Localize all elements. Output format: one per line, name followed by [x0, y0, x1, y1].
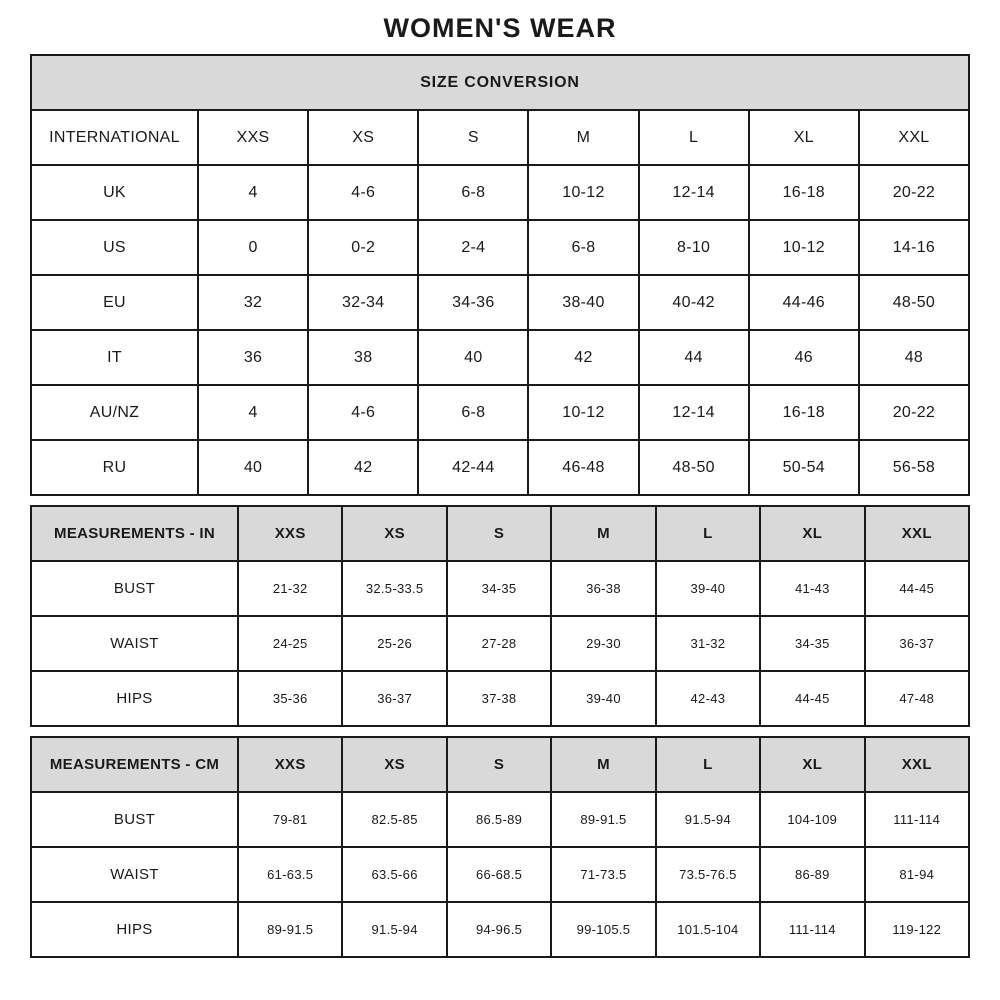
- value-cell: 32: [198, 275, 308, 330]
- measurements-in-table: [30, 505, 970, 727]
- value-cell: 86.5-89: [447, 792, 551, 847]
- column-header: M: [551, 737, 655, 792]
- value-cell: 31-32: [656, 616, 760, 671]
- column-header-row: [31, 110, 969, 165]
- size-conversion-table: [30, 54, 970, 496]
- value-cell: 44-46: [749, 275, 859, 330]
- value-cell: 16-18: [749, 385, 859, 440]
- value-cell: 32-34: [308, 275, 418, 330]
- table-row: [31, 671, 969, 726]
- measurements-in-body: [31, 506, 969, 726]
- row-label: RU: [31, 440, 198, 495]
- value-cell: 42: [528, 330, 638, 385]
- table-row: [31, 220, 969, 275]
- column-header: L: [639, 110, 749, 165]
- value-cell: 4: [198, 385, 308, 440]
- value-cell: 12-14: [639, 165, 749, 220]
- value-cell: 44: [639, 330, 749, 385]
- value-cell: 8-10: [639, 220, 749, 275]
- table-banner-row: [31, 55, 969, 110]
- column-header: XXL: [859, 110, 969, 165]
- value-cell: 40: [418, 330, 528, 385]
- value-cell: 40-42: [639, 275, 749, 330]
- value-cell: 46: [749, 330, 859, 385]
- measurements-cm-body: [31, 737, 969, 957]
- value-cell: 101.5-104: [656, 902, 760, 957]
- value-cell: 10-12: [528, 385, 638, 440]
- value-cell: 4: [198, 165, 308, 220]
- value-cell: 111-114: [760, 902, 864, 957]
- value-cell: 6-8: [528, 220, 638, 275]
- value-cell: 48-50: [639, 440, 749, 495]
- value-cell: 39-40: [656, 561, 760, 616]
- value-cell: 44-45: [865, 561, 969, 616]
- value-cell: 91.5-94: [656, 792, 760, 847]
- value-cell: 48-50: [859, 275, 969, 330]
- column-header: XXS: [238, 737, 342, 792]
- value-cell: 48: [859, 330, 969, 385]
- column-header: M: [528, 110, 638, 165]
- value-cell: 56-58: [859, 440, 969, 495]
- value-cell: 82.5-85: [342, 792, 446, 847]
- column-header: S: [418, 110, 528, 165]
- value-cell: 36-38: [551, 561, 655, 616]
- row-label: EU: [31, 275, 198, 330]
- value-cell: 42: [308, 440, 418, 495]
- row-label: HIPS: [31, 902, 238, 957]
- value-cell: 63.5-66: [342, 847, 446, 902]
- value-cell: 104-109: [760, 792, 864, 847]
- table-row: [31, 792, 969, 847]
- value-cell: 14-16: [859, 220, 969, 275]
- column-header: XXS: [198, 110, 308, 165]
- table-row: [31, 385, 969, 440]
- corner-label: INTERNATIONAL: [31, 110, 198, 165]
- column-header: XS: [342, 737, 446, 792]
- corner-label: MEASUREMENTS - IN: [31, 506, 238, 561]
- table-row: [31, 275, 969, 330]
- column-header: L: [656, 506, 760, 561]
- value-cell: 99-105.5: [551, 902, 655, 957]
- table-row: [31, 847, 969, 902]
- value-cell: 40: [198, 440, 308, 495]
- value-cell: 27-28: [447, 616, 551, 671]
- value-cell: 94-96.5: [447, 902, 551, 957]
- row-label: BUST: [31, 792, 238, 847]
- value-cell: 36-37: [865, 616, 969, 671]
- value-cell: 46-48: [528, 440, 638, 495]
- value-cell: 20-22: [859, 385, 969, 440]
- value-cell: 4-6: [308, 385, 418, 440]
- value-cell: 79-81: [238, 792, 342, 847]
- value-cell: 34-36: [418, 275, 528, 330]
- value-cell: 6-8: [418, 385, 528, 440]
- column-header: XXL: [865, 737, 969, 792]
- table-row: [31, 165, 969, 220]
- column-header: XXS: [238, 506, 342, 561]
- corner-label: MEASUREMENTS - CM: [31, 737, 238, 792]
- value-cell: 38-40: [528, 275, 638, 330]
- row-label: HIPS: [31, 671, 238, 726]
- value-cell: 21-32: [238, 561, 342, 616]
- value-cell: 29-30: [551, 616, 655, 671]
- page-title: WOMEN'S WEAR: [383, 13, 617, 43]
- value-cell: 36: [198, 330, 308, 385]
- value-cell: 39-40: [551, 671, 655, 726]
- value-cell: 0-2: [308, 220, 418, 275]
- value-cell: 10-12: [528, 165, 638, 220]
- value-cell: 38: [308, 330, 418, 385]
- table-row: [31, 902, 969, 957]
- row-label: UK: [31, 165, 198, 220]
- value-cell: 10-12: [749, 220, 859, 275]
- value-cell: 2-4: [418, 220, 528, 275]
- row-label: WAIST: [31, 616, 238, 671]
- value-cell: 73.5-76.5: [656, 847, 760, 902]
- value-cell: 42-43: [656, 671, 760, 726]
- value-cell: 34-35: [447, 561, 551, 616]
- value-cell: 4-6: [308, 165, 418, 220]
- value-cell: 66-68.5: [447, 847, 551, 902]
- row-label: AU/NZ: [31, 385, 198, 440]
- value-cell: 111-114: [865, 792, 969, 847]
- row-label: BUST: [31, 561, 238, 616]
- value-cell: 20-22: [859, 165, 969, 220]
- table-banner: SIZE CONVERSION: [31, 55, 969, 110]
- table-row: [31, 330, 969, 385]
- value-cell: 71-73.5: [551, 847, 655, 902]
- value-cell: 32.5-33.5: [342, 561, 446, 616]
- column-header: M: [551, 506, 655, 561]
- value-cell: 16-18: [749, 165, 859, 220]
- value-cell: 24-25: [238, 616, 342, 671]
- row-label: WAIST: [31, 847, 238, 902]
- column-header-row: [31, 737, 969, 792]
- column-header: XL: [760, 737, 864, 792]
- value-cell: 34-35: [760, 616, 864, 671]
- column-header: S: [447, 506, 551, 561]
- value-cell: 36-37: [342, 671, 446, 726]
- value-cell: 89-91.5: [551, 792, 655, 847]
- value-cell: 91.5-94: [342, 902, 446, 957]
- value-cell: 6-8: [418, 165, 528, 220]
- column-header: S: [447, 737, 551, 792]
- column-header: XS: [308, 110, 418, 165]
- value-cell: 61-63.5: [238, 847, 342, 902]
- value-cell: 44-45: [760, 671, 864, 726]
- row-label: IT: [31, 330, 198, 385]
- value-cell: 41-43: [760, 561, 864, 616]
- value-cell: 119-122: [865, 902, 969, 957]
- size-conversion-body: [31, 55, 969, 495]
- value-cell: 47-48: [865, 671, 969, 726]
- value-cell: 37-38: [447, 671, 551, 726]
- value-cell: 86-89: [760, 847, 864, 902]
- value-cell: 25-26: [342, 616, 446, 671]
- column-header: XL: [760, 506, 864, 561]
- value-cell: 35-36: [238, 671, 342, 726]
- column-header-row: [31, 506, 969, 561]
- value-cell: 12-14: [639, 385, 749, 440]
- column-header: XL: [749, 110, 859, 165]
- measurements-cm-table: [30, 736, 970, 958]
- value-cell: 0: [198, 220, 308, 275]
- value-cell: 42-44: [418, 440, 528, 495]
- row-label: US: [31, 220, 198, 275]
- table-row: [31, 616, 969, 671]
- table-row: [31, 440, 969, 495]
- value-cell: 81-94: [865, 847, 969, 902]
- column-header: XXL: [865, 506, 969, 561]
- column-header: XS: [342, 506, 446, 561]
- value-cell: 89-91.5: [238, 902, 342, 957]
- column-header: L: [656, 737, 760, 792]
- table-row: [31, 561, 969, 616]
- value-cell: 50-54: [749, 440, 859, 495]
